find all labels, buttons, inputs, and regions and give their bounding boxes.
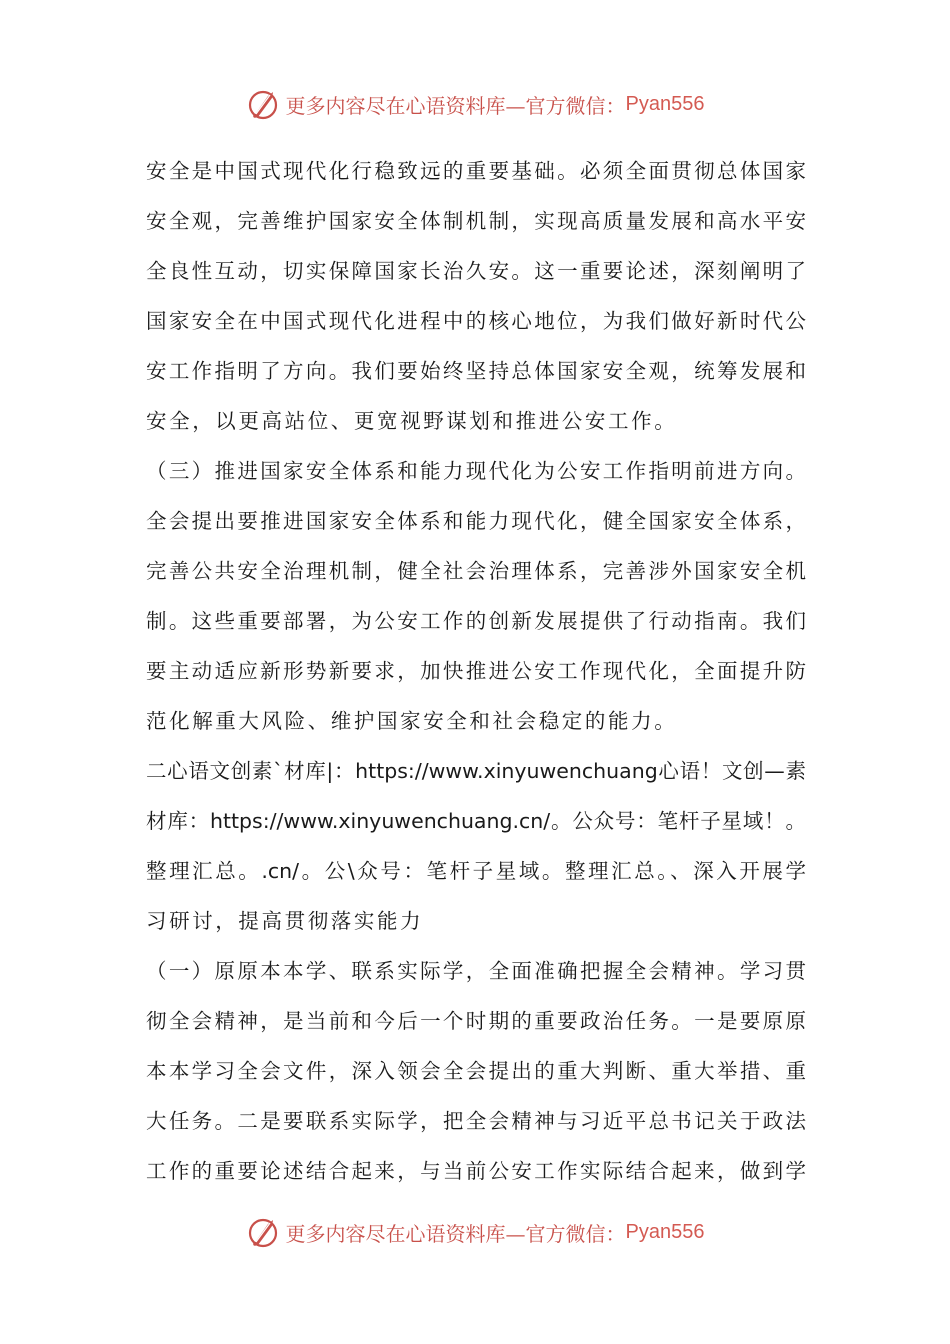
header-banner-text: 更多内容尽在心语资料库—官方微信：: [285, 93, 626, 118]
text-line: 制。这些重要部署，为公安工作的创新发展提供了行动指南。我们: [146, 609, 806, 633]
text-line: 整理汇总。.cn/。公\众号：笔杆子星域。整理汇总。、深入开展学: [146, 859, 806, 883]
document-body: [146, 146, 806, 1196]
text-line: 要主动适应新形势新要求，加快推进公安工作现代化，全面提升防: [146, 659, 806, 683]
text-line: 安全观，完善维护国家安全体制机制，实现高质量发展和高水平安: [146, 209, 806, 233]
text-line: 安工作指明了方向。我们要始终坚持总体国家安全观，统筹发展和: [146, 359, 806, 383]
section-heading-three: （三）推进国家安全体系和能力现代化为公安工作指明前进方向。: [146, 459, 806, 483]
header-wechat-id: Pyan556: [625, 92, 705, 115]
text-line: 二心语文创素`材库|：https://www.xinyuwenchuang心语！文创—素: [146, 759, 806, 783]
section-heading-two: 习研讨，提高贯彻落实能力: [146, 909, 424, 933]
text-line: 范化解重大风险、维护国家安全和社会稳定的能力。: [146, 709, 678, 733]
text-line: 全会提出要推进国家安全体系和能力现代化，健全国家安全体系，: [146, 509, 806, 533]
footer-wechat-id: Pyan556: [625, 1220, 705, 1243]
text-line: 安全是中国式现代化行稳致远的重要基础。必须全面贯彻总体国家: [146, 159, 806, 183]
text-line: 国家安全在中国式现代化进程中的核心地位，为我们做好新时代公: [146, 309, 806, 333]
text-line: 材库：https://www.xinyuwenchuang.cn/。公众号：笔杆子星域！。: [146, 809, 806, 833]
text-line: 全良性互动，切实保障国家长治久安。这一重要论述，深刻阐明了: [146, 259, 806, 283]
text-line: 大任务。二是要联系实际学，把全会精神与习近平总书记关于政法: [146, 1109, 806, 1133]
text-line: 彻全会精神，是当前和今后一个时期的重要政治任务。一是要原原: [146, 1009, 806, 1033]
footer-banner: [0, 1210, 950, 1254]
text-line: 本本学习全会文件，深入领会全会提出的重大判断、重大举措、重: [146, 1059, 806, 1083]
text-line: 安全，以更高站位、更宽视野谋划和推进公安工作。: [146, 409, 678, 433]
text-line: 工作的重要论述结合起来，与当前公安工作实际结合起来，做到学: [146, 1159, 806, 1183]
header-banner: [0, 82, 950, 126]
pen-nib-logo-icon: [246, 86, 282, 122]
pen-nib-logo-icon: [246, 1214, 282, 1250]
text-line: 完善公共安全治理机制，健全社会治理体系，完善涉外国家安全机: [146, 559, 806, 583]
footer-banner-text: 更多内容尽在心语资料库—官方微信：: [285, 1221, 626, 1246]
section-heading-one: （一）原原本本学、联系实际学，全面准确把握全会精神。学习贯: [146, 959, 806, 983]
